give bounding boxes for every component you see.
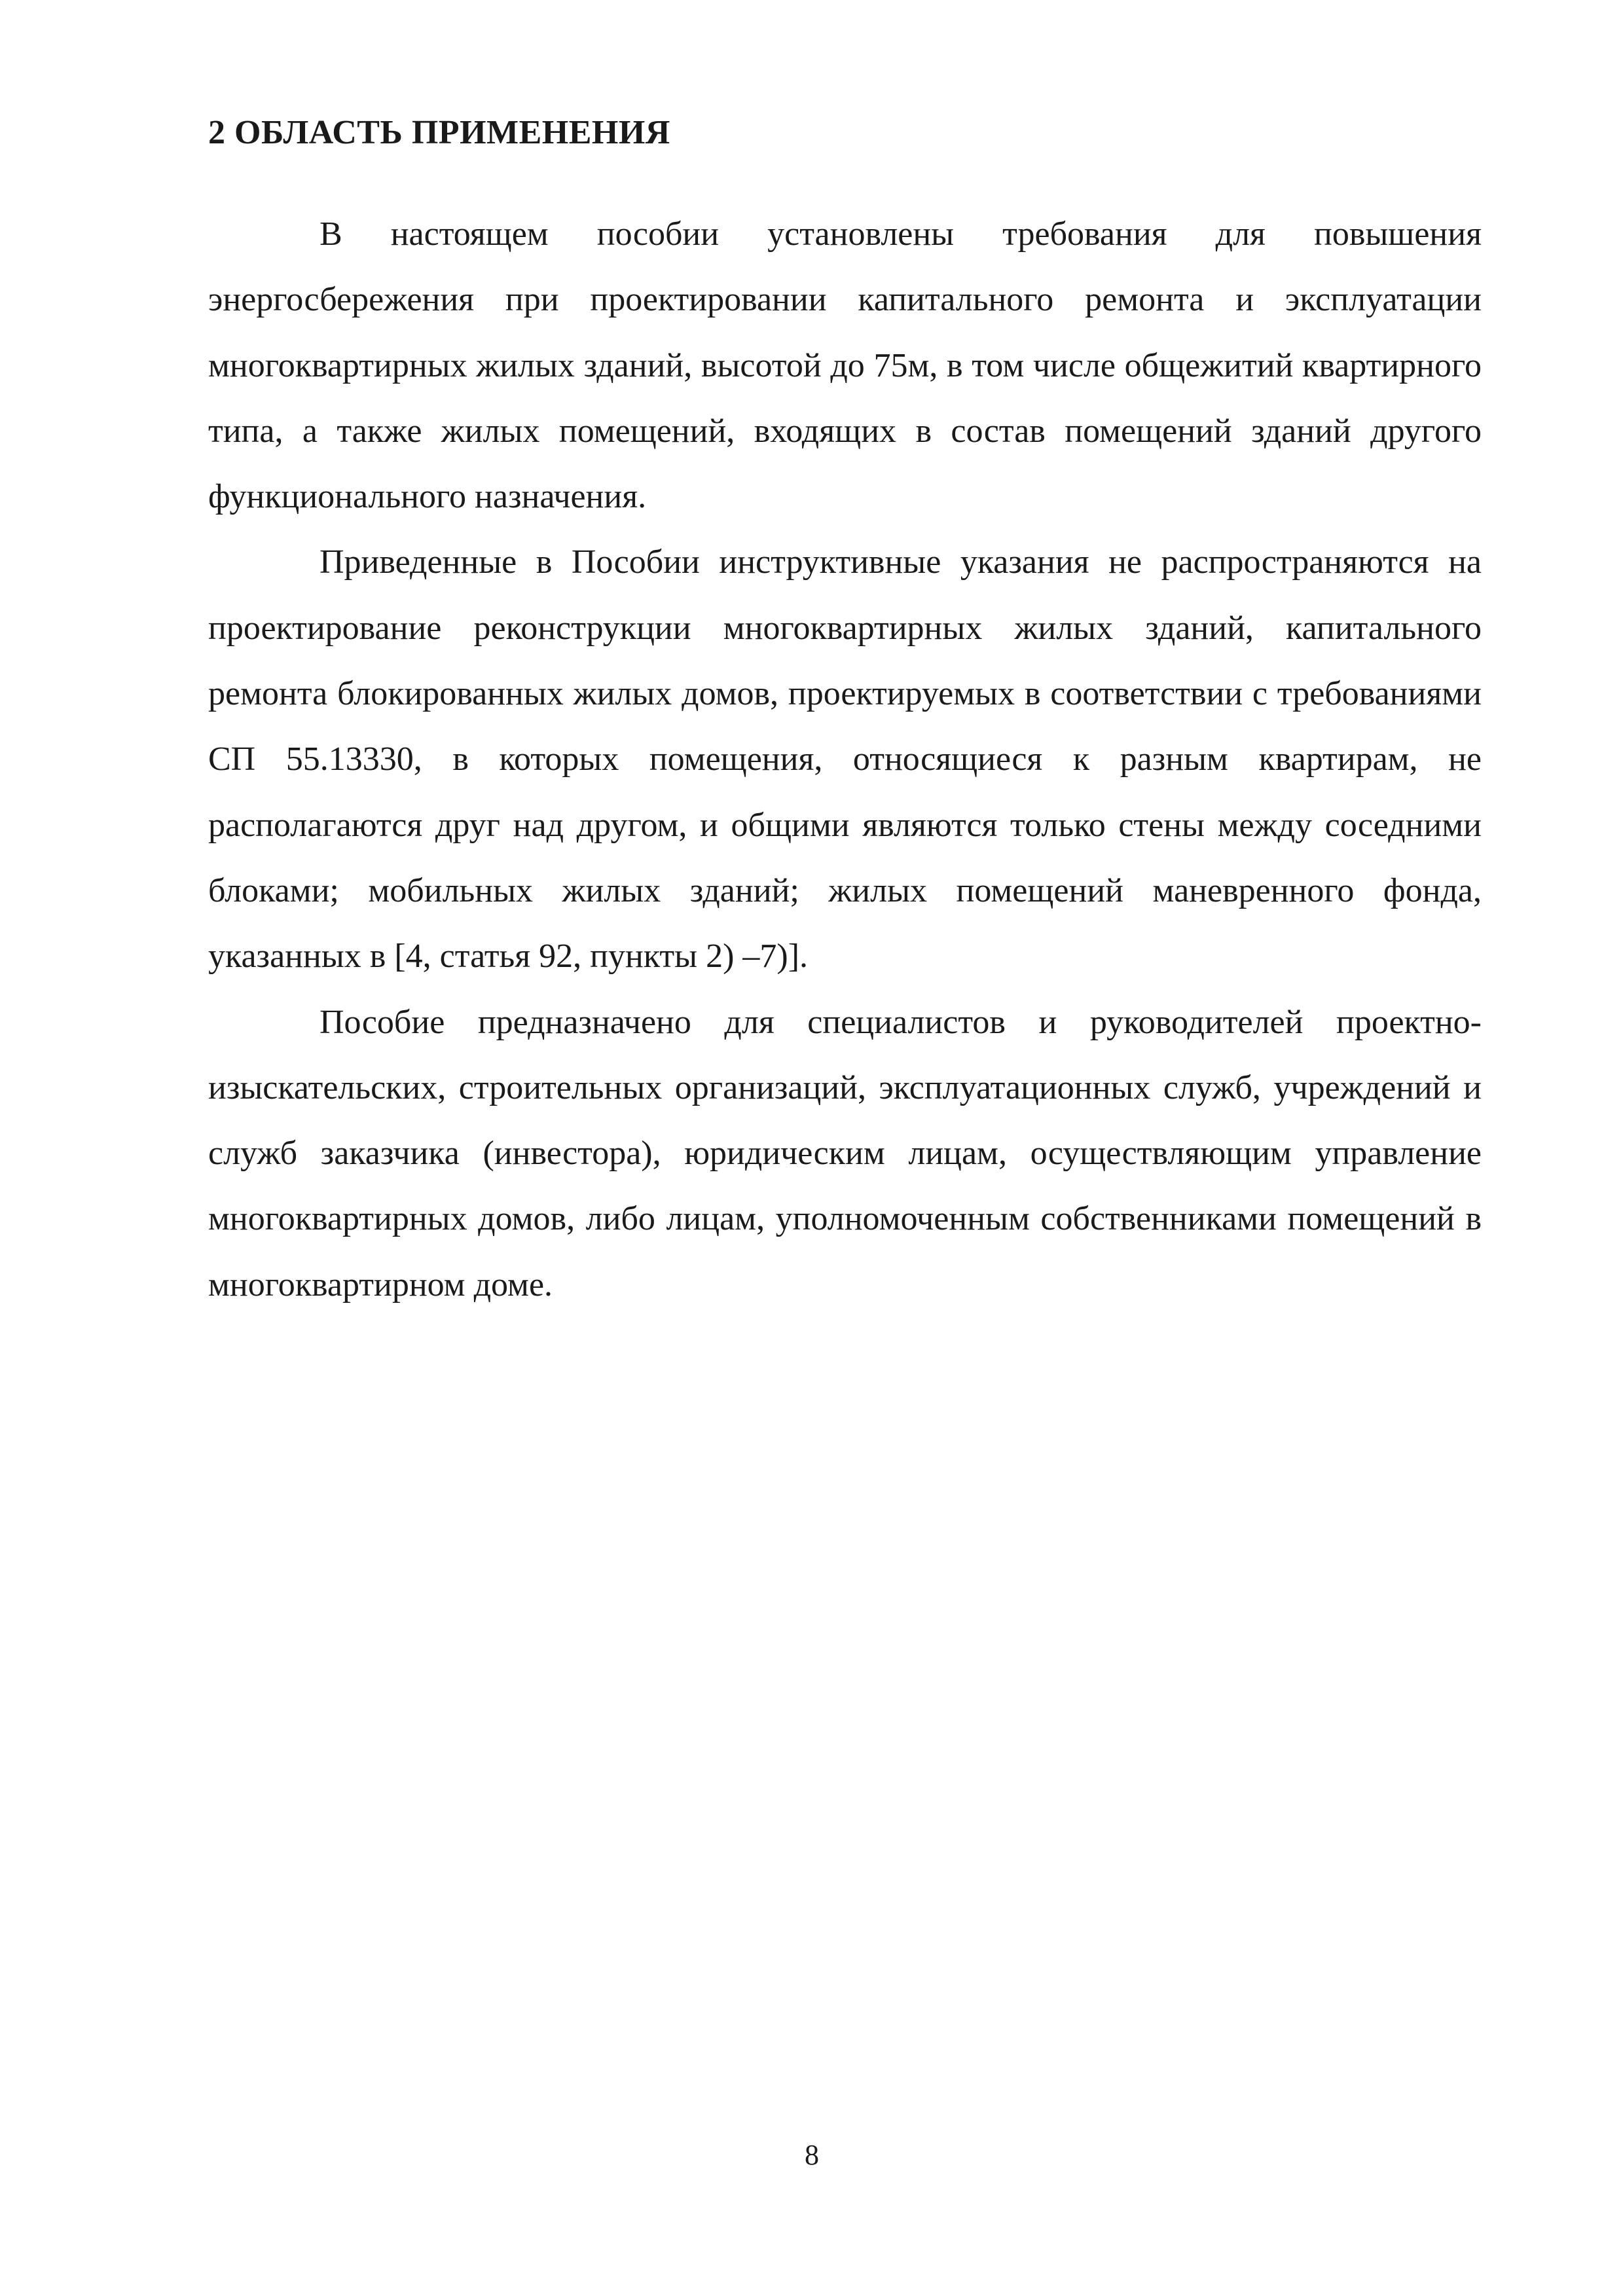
section-heading: 2 ОБЛАСТЬ ПРИМЕНЕНИЯ [208,114,670,151]
paragraph-exclusions: Приведенные в Пособии инструктивные указания не распространяются на проектирование реконструкции многоквартирных жилых зданий, капитального ремонта блокированных жилых домов, проектируемых в соответствии с требованиями СП 55.13330, в которых помещения, относящиеся к разным квартирам, не располагаются друг над другом, и общими являются только стены между соседними блоками; мобильных жилых зданий; жилых помещений маневренного фонда, указанных в [4, статья 92, пункты 2) –7)]. [208,543,1482,975]
paragraph-scope: В настоящем пособии установлены требования для повышения энергосбережения при проектировании капитального ремонта и эксплуатации многоквартирных жилых зданий, высотой до 75м, в том числе общежитий квартирного типа, а также жилых помещений, входящих в состав помещений зданий другого функционального назначения. [208,215,1482,516]
paragraph-audience: Пособие предназначено для специалистов и руководителей проектно-изыскательских, строительных организаций, эксплуатационных служб, учреждений и служб заказчика (инвестора), юридическим лицам, осуществляющим управление многоквартирных домов, либо лицам, уполномоченным собственниками помещений в многоквартирном доме. [208,1003,1482,1303]
section-body [208,202,1482,1318]
page-number: 8 [805,2139,819,2171]
